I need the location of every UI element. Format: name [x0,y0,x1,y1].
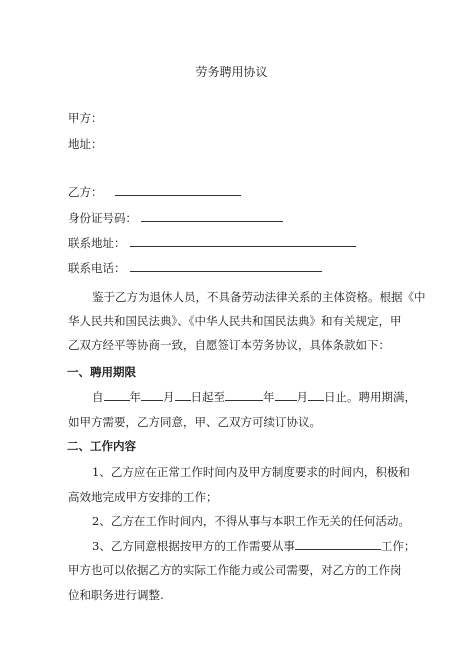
day-until: 日起至 [190,390,225,404]
party-a-address-label: 地址： [68,137,103,151]
party-b-phone-row [68,260,322,276]
party-b-name-blank [115,186,241,196]
year-char: 年 [129,390,141,404]
end-month-blank [275,390,297,401]
start-month-blank [141,390,163,401]
document-title: 劳务聘用协议 [195,65,268,79]
party-b-row [68,184,241,200]
party-b-address-label: 联系地址： [68,236,126,250]
duty-3-prefix: 3、乙方同意根据按甲方的工作需要从事 [92,539,295,553]
section-1-heading: 一、聘用期限 [67,365,136,379]
party-b-phone-blank [130,262,322,272]
duty-2-line: 2、乙方在工作时间内，不得从事与本职工作无关的任何活动。 [92,514,410,528]
party-b-id-blank [141,212,283,222]
duty-1-line-2: 高效地完成甲方安排的工作； [68,490,218,504]
end-year-char: 年 [263,390,275,404]
preamble-line-3: 乙双方经平等协商一致，自愿签订本劳务协议，具体条款如下： [68,338,390,352]
duty-3-suffix: 工作； [380,539,416,553]
job-title-blank [295,539,381,550]
start-year-blank [104,390,130,401]
end-year-blank [225,390,263,401]
end-day-blank [308,390,324,401]
party-b-label: 乙方： [68,185,103,199]
party-b-id-row [68,210,283,226]
term-renewal-line: 如甲方需要，乙方同意，甲、乙双方可续订协议。 [68,415,321,429]
preamble-line-1: 鉴于乙方为退休人员，不具备劳动法律关系的主体资格。根据《中 [92,290,426,304]
end-month-char: 月 [296,390,308,404]
party-a-label: 甲方： [68,111,103,125]
preamble-line-2: 华人民共和国民法典》、《中华人民共和国民法典》和有关规定，甲 [68,314,402,328]
duty-1-line-1: 1、乙方应在正常工作时间内及甲方制度要求的时间内，积极和 [92,465,410,479]
term-dates-line [92,389,416,405]
duty-3-line-2: 甲方也可以依据乙方的实际工作能力或公司需要，对乙方的工作岗 [68,563,402,577]
month-char: 月 [163,390,175,404]
duty-3-line-1 [92,538,415,554]
term-end-text: 日止。聘用期满， [324,390,416,404]
start-day-blank [175,390,191,401]
party-b-address-blank [130,237,356,247]
party-b-id-label: 身份证号码： [68,211,137,225]
term-from: 自 [92,390,104,404]
party-b-phone-label: 联系电话： [68,261,126,275]
party-b-address-row [68,235,356,251]
duty-3-line-3: 位和职务进行调整. [68,588,164,602]
section-2-heading: 二、工作内容 [67,439,136,453]
